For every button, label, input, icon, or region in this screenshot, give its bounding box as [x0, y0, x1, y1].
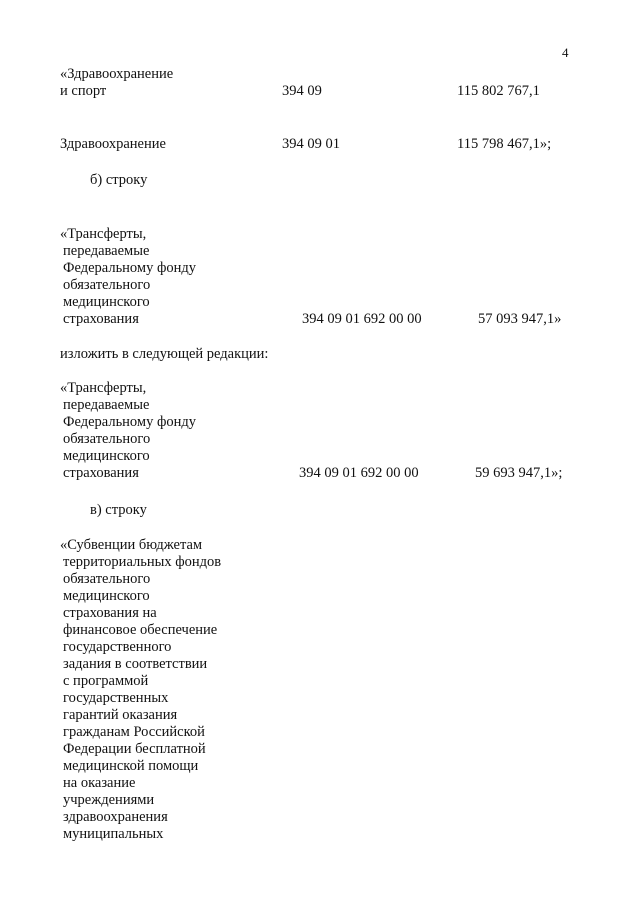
- old-transfers-line: страхования: [63, 311, 139, 327]
- subventions-line: Федерации бесплатной: [63, 741, 206, 757]
- row-health-sport-name: [60, 66, 173, 100]
- old-transfers-line: Федеральному фонду: [63, 260, 196, 276]
- row-health-sport-code: 394 09: [282, 83, 322, 99]
- subventions-line: гарантий оказания: [63, 707, 178, 723]
- subventions-name: [60, 537, 221, 843]
- new-transfers-code: 394 09 01 692 00 00: [299, 465, 419, 481]
- row-health-sport-name-line2: и спорт: [60, 83, 107, 99]
- new-transfers-line: Федеральному фонду: [63, 414, 196, 430]
- old-transfers-line: медицинского: [63, 294, 150, 310]
- subventions-line: «Субвенции бюджетам: [60, 537, 203, 553]
- subventions-line: территориальных фондов: [63, 554, 222, 570]
- row-health-code: 394 09 01: [282, 136, 340, 152]
- subventions-line: здравоохранения: [63, 809, 168, 825]
- subventions-line: учреждениями: [63, 792, 155, 808]
- subventions-line: страхования на: [63, 605, 157, 621]
- old-transfers-line: «Трансферты,: [60, 226, 147, 242]
- new-transfers-line: «Трансферты,: [60, 380, 147, 396]
- subventions-line: медицинского: [63, 588, 150, 604]
- subventions-line: с программой: [63, 673, 149, 689]
- subventions-line: обязательного: [63, 571, 151, 587]
- subventions-line: задания в соответствии: [63, 656, 208, 672]
- page-number: 4: [562, 45, 569, 60]
- new-transfers-name: [60, 380, 196, 482]
- new-transfers-line: медицинского: [63, 448, 150, 464]
- subventions-line: государственных: [63, 690, 169, 706]
- heading-b: б) строку: [90, 172, 148, 188]
- row-health-sport-name-line1: «Здравоохранение: [60, 66, 174, 82]
- old-transfers-line: передаваемые: [63, 243, 150, 259]
- subventions-line: государственного: [63, 639, 172, 655]
- row-health-amount: 115 798 467,1»;: [457, 136, 552, 152]
- old-transfers-line: обязательного: [63, 277, 151, 293]
- row-health-name: Здравоохранение: [60, 136, 166, 152]
- new-transfers-line: обязательного: [63, 431, 151, 447]
- replace-instruction: изложить в следующей редакции:: [60, 346, 269, 362]
- heading-v: в) строку: [90, 502, 147, 518]
- old-transfers-name: [60, 226, 196, 328]
- old-transfers-amount: 57 093 947,1»: [478, 311, 562, 327]
- new-transfers-line: страхования: [63, 465, 139, 481]
- old-transfers-code: 394 09 01 692 00 00: [302, 311, 422, 327]
- new-transfers-line: передаваемые: [63, 397, 150, 413]
- subventions-line: медицинской помощи: [63, 758, 199, 774]
- subventions-line: гражданам Российской: [63, 724, 205, 740]
- subventions-line: финансовое обеспечение: [63, 622, 218, 638]
- subventions-line: на оказание: [63, 775, 136, 791]
- row-health-sport-amount: 115 802 767,1: [457, 83, 540, 99]
- subventions-line: муниципальных: [63, 826, 164, 842]
- new-transfers-amount: 59 693 947,1»;: [475, 465, 563, 481]
